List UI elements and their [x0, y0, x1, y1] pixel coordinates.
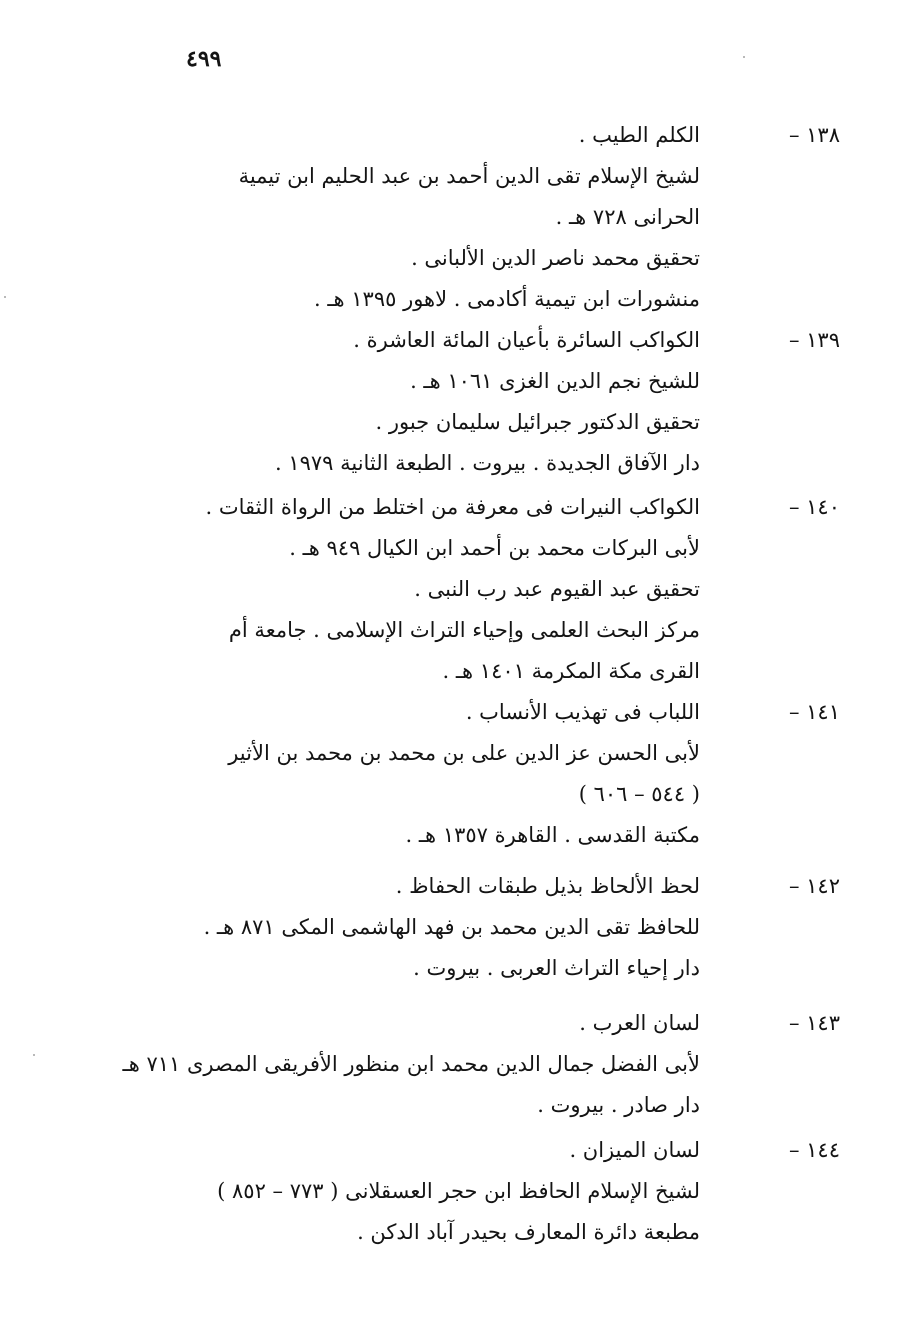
- entry-text: [140, 115, 700, 320]
- entry-text: [140, 1130, 700, 1253]
- entry-line: لشيخ الإسلام تقى الدين أحمد بن عبد الحليم ابن تيمية: [238, 164, 700, 188]
- entry-line: مطبعة دائرة المعارف بحيدر آباد الدكن .: [357, 1220, 700, 1244]
- entry-line: دار صادر . بيروت .: [537, 1093, 700, 1117]
- entry-line: تحقيق محمد ناصر الدين الألبانى .: [411, 246, 700, 270]
- entry-text: [140, 866, 700, 989]
- entry-line: لشيخ الإسلام الحافظ ابن حجر العسقلانى ( ٧٧٣ – ٨٥٢ ): [217, 1179, 700, 1203]
- scan-speck: [33, 1054, 35, 1056]
- entry-line: لأبى البركات محمد بن أحمد ابن الكيال ٩٤٩ هـ .: [289, 536, 700, 560]
- entry-title: الكواكب النيرات فى معرفة من اختلط من الرواة الثقات .: [205, 495, 700, 519]
- page-number: ٤٩٩: [186, 46, 222, 72]
- entry-number: ١٤٤ –: [788, 1138, 840, 1162]
- entry-line: ( ٥٤٤ – ٦٠٦ ): [578, 782, 700, 806]
- entry-line: للحافظ تقى الدين محمد بن فهد الهاشمى المكى ٨٧١ هـ .: [203, 915, 700, 939]
- entry-line: القرى مكة المكرمة ١٤٠١ هـ .: [442, 659, 700, 683]
- entry-title: اللباب فى تهذيب الأنساب .: [465, 700, 700, 724]
- entry-line: للشيخ نجم الدين الغزى ١٠٦١ هـ .: [410, 369, 700, 393]
- entry-number: ١٤١ –: [788, 700, 840, 724]
- scan-speck: [743, 56, 745, 58]
- scan-speck: [4, 296, 6, 298]
- entry-line: منشورات ابن تيمية أكادمى . لاهور ١٣٩٥ هـ .: [314, 287, 700, 311]
- entry-title: الكواكب السائرة بأعيان المائة العاشرة .: [353, 328, 700, 352]
- entry-number: ١٤٣ –: [788, 1011, 840, 1035]
- entry-number: ١٤٠ –: [788, 495, 840, 519]
- entry-line: تحقيق الدكتور جبرائيل سليمان جبور .: [375, 410, 700, 434]
- entry-text: [140, 487, 700, 692]
- entry-title: لسان الميزان .: [569, 1138, 700, 1162]
- entry-text: [140, 320, 700, 484]
- entry-number: ١٣٩ –: [788, 328, 840, 352]
- entry-line: دار إحياء التراث العربى . بيروت .: [413, 956, 700, 980]
- entry-number: ١٤٢ –: [788, 874, 840, 898]
- entry-line: الحرانى ٧٢٨ هـ .: [555, 205, 700, 229]
- entry-line: دار الآفاق الجديدة . بيروت . الطبعة الثانية ١٩٧٩ .: [274, 451, 700, 475]
- entry-title: الكلم الطيب .: [578, 123, 700, 147]
- entry-line: لأبى الفضل جمال الدين محمد ابن منظور الأفريقى المصرى ٧١١ هـ: [122, 1052, 700, 1076]
- entry-line: مركز البحث العلمى وإحياء التراث الإسلامى . جامعة أم: [228, 618, 700, 642]
- entry-line: لأبى الحسن عز الدين على بن محمد بن محمد بن الأثير: [228, 741, 700, 765]
- entry-line: تحقيق عبد القيوم عبد رب النبى .: [414, 577, 700, 601]
- entry-number: ١٣٨ –: [788, 123, 840, 147]
- entry-text: [140, 692, 700, 856]
- entry-title: لحظ الألحاظ بذيل طبقات الحفاظ .: [395, 874, 700, 898]
- entry-title: لسان العرب .: [579, 1011, 700, 1035]
- entry-line: مكتبة القدسى . القاهرة ١٣٥٧ هـ .: [405, 823, 700, 847]
- entry-text: [122, 1003, 700, 1126]
